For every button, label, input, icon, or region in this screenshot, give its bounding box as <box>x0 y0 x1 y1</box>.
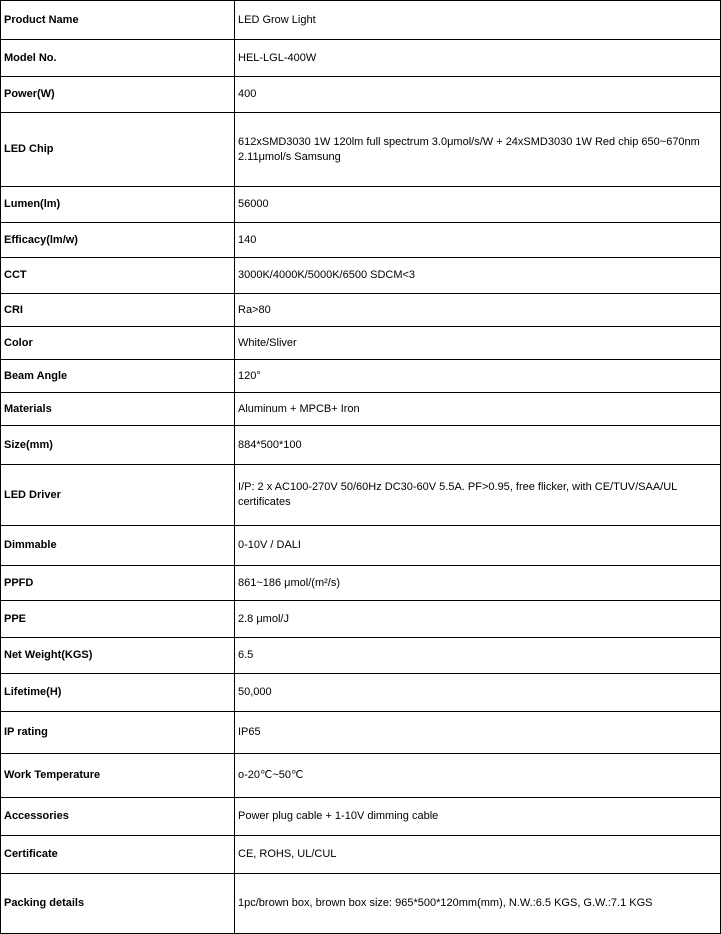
row-label: Net Weight(KGS) <box>1 638 235 674</box>
row-label: Efficacy(lm/w) <box>1 223 235 258</box>
table-row <box>1 113 721 187</box>
row-label: Accessories <box>1 798 235 836</box>
row-value: IP65 <box>235 712 721 754</box>
row-label: Lumen(lm) <box>1 187 235 223</box>
table-row <box>1 258 721 294</box>
row-value: 884*500*100 <box>235 426 721 465</box>
row-label: LED Driver <box>1 465 235 526</box>
row-value: CE, ROHS, UL/CUL <box>235 836 721 874</box>
row-label: Materials <box>1 393 235 426</box>
table-row <box>1 187 721 223</box>
row-value: I/P: 2 x AC100-270V 50/60Hz DC30-60V 5.5A. PF>0.95, free flicker, with CE/TUV/SAA/UL certificates <box>235 465 721 526</box>
row-value: o-20℃~50℃ <box>235 754 721 798</box>
row-label: Work Temperature <box>1 754 235 798</box>
row-value: 0-10V / DALI <box>235 526 721 566</box>
table-row <box>1 874 721 934</box>
row-label: Certificate <box>1 836 235 874</box>
row-label: Model No. <box>1 40 235 77</box>
table-row <box>1 1 721 40</box>
table-row <box>1 393 721 426</box>
row-value: HEL-LGL-400W <box>235 40 721 77</box>
row-value: 50,000 <box>235 674 721 712</box>
table-row <box>1 526 721 566</box>
table-row <box>1 40 721 77</box>
table-row <box>1 601 721 638</box>
row-label: Packing details <box>1 874 235 934</box>
table-row <box>1 566 721 601</box>
row-value: 1pc/brown box, brown box size: 965*500*120mm(mm), N.W.:6.5 KGS, G.W.:7.1 KGS <box>235 874 721 934</box>
row-value: LED Grow Light <box>235 1 721 40</box>
table-row <box>1 638 721 674</box>
table-row <box>1 223 721 258</box>
row-label: Product Name <box>1 1 235 40</box>
row-value: 120° <box>235 360 721 393</box>
row-label: CRI <box>1 294 235 327</box>
row-label: PPE <box>1 601 235 638</box>
row-label: Color <box>1 327 235 360</box>
table-row <box>1 674 721 712</box>
row-value: 861~186 μmol/(m²/s) <box>235 566 721 601</box>
row-value: Ra>80 <box>235 294 721 327</box>
row-label: PPFD <box>1 566 235 601</box>
table-row <box>1 360 721 393</box>
row-value: Aluminum + MPCB+ Iron <box>235 393 721 426</box>
row-value: 400 <box>235 77 721 113</box>
table-row <box>1 465 721 526</box>
row-value: 2.8 μmol/J <box>235 601 721 638</box>
table-row <box>1 754 721 798</box>
table-row <box>1 712 721 754</box>
row-value: 56000 <box>235 187 721 223</box>
row-label: CCT <box>1 258 235 294</box>
row-value: Power plug cable + 1-10V dimming cable <box>235 798 721 836</box>
table-row <box>1 77 721 113</box>
row-label: LED Chip <box>1 113 235 187</box>
table-row <box>1 426 721 465</box>
row-label: IP rating <box>1 712 235 754</box>
table-row <box>1 294 721 327</box>
table-row <box>1 327 721 360</box>
row-value: 612xSMD3030 1W 120lm full spectrum 3.0μmol/s/W + 24xSMD3030 1W Red chip 650~670nm 2.11μmol/s Samsung <box>235 113 721 187</box>
row-label: Dimmable <box>1 526 235 566</box>
row-value: 140 <box>235 223 721 258</box>
row-label: Size(mm) <box>1 426 235 465</box>
table-row <box>1 798 721 836</box>
row-value: 6.5 <box>235 638 721 674</box>
row-value: 3000K/4000K/5000K/6500 SDCM<3 <box>235 258 721 294</box>
row-label: Power(W) <box>1 77 235 113</box>
row-label: Lifetime(H) <box>1 674 235 712</box>
row-label: Beam Angle <box>1 360 235 393</box>
row-value: White/Sliver <box>235 327 721 360</box>
table-row <box>1 836 721 874</box>
